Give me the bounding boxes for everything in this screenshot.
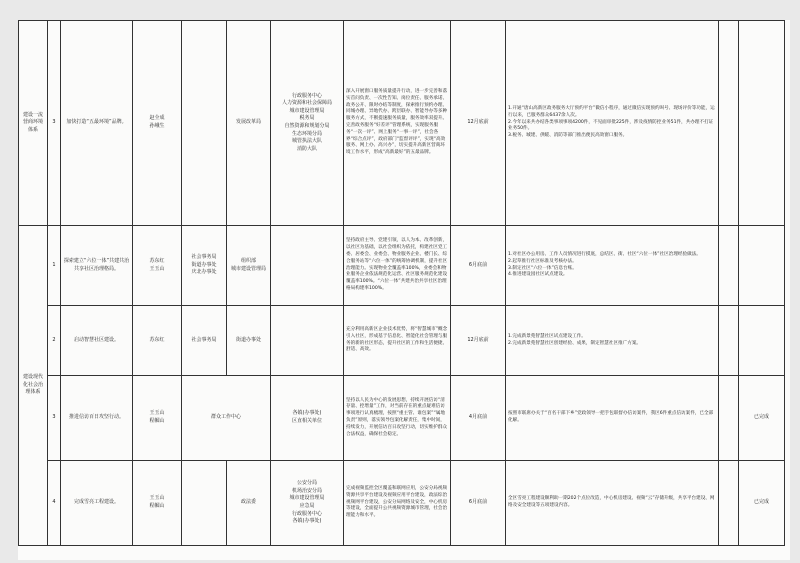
responsible-unit-cell: 街道办事处 bbox=[227, 306, 271, 376]
table-row bbox=[19, 461, 785, 546]
partner-units-cell bbox=[271, 306, 344, 376]
empty-cell bbox=[739, 226, 785, 306]
owner-cell: 社会事务局 bbox=[182, 306, 227, 376]
leader-cell: 苏东红 王玉山 bbox=[133, 226, 182, 306]
empty-cell bbox=[719, 376, 739, 461]
responsible-unit-cell: 政法委 bbox=[227, 461, 271, 546]
category-cell: 建设现代化社会治理体系 bbox=[19, 226, 48, 546]
measures-cell: 完成视频监控全区覆盖和联网应用，公安分局视频资源共享平台建设及视频应用平台建设，政法综治视频网平台建设，公安分局网络及安全，中心机房等建设，全面提升公共视频资源城市管理，社会治理能力和水平。 bbox=[344, 461, 451, 546]
category-cell: 建设一流营商环境体系 bbox=[19, 21, 48, 226]
number-cell: 3 bbox=[48, 21, 61, 226]
number-cell: 2 bbox=[48, 306, 61, 376]
deadline-cell: 6月底前 bbox=[451, 226, 506, 306]
owner-cell: 社会事务局 街道办事处 庆北办事处 bbox=[182, 226, 227, 306]
status-cell bbox=[719, 306, 739, 376]
empty-cell bbox=[719, 461, 739, 546]
task-cell: 探索建立“六位一体”共建共治共享社区治理格局。 bbox=[61, 226, 133, 306]
leader-cell: 王玉山 程帼山 bbox=[133, 376, 182, 461]
owner-cell bbox=[182, 21, 227, 226]
status-cell bbox=[719, 21, 739, 226]
deadline-cell: 12月底前 bbox=[451, 306, 506, 376]
status-cell: 已完成 bbox=[739, 461, 785, 546]
partner-units-cell bbox=[271, 226, 344, 306]
progress-cell: 1.开通“唐山高新区政务服务大厅预约平台”微信小程序，通过微信实现预约叫号、现场评价等功能，运行以来，已服务群众6437余人次。 2.今年以来共办结各类事项事项4200件，不见面审批225件，涉及疫情防控业务51件，共办理不打证业务50件。 3.税务、城建、供暖、消防等部门推出便民高效窗口服务。 bbox=[506, 21, 719, 226]
deadline-cell: 6月底前 bbox=[451, 461, 506, 546]
number-cell: 3 bbox=[48, 376, 61, 461]
table-row bbox=[19, 306, 785, 376]
measures-cell: 坚持以人民为中心的发展思想，持续开展信访“清存量、控增量”工作，对当前存在的重点疑难信访事项进行认真梳理，按照“重主管、谁包案”“属地负责”原则，落实领导包案化解责任，集中时间，持续发力，开展信访百日攻坚行动，切实维护群众合法权益，确保社会稳定。 bbox=[344, 376, 451, 461]
work-plan-table bbox=[18, 20, 785, 546]
owner-cell bbox=[182, 461, 227, 546]
number-cell: 1 bbox=[48, 226, 61, 306]
partner-units-cell: 各镇(办事处) 区直相关单位 bbox=[271, 376, 344, 461]
measures-cell: 坚持政府主导、党建引领，以人为本、改革创新，以社区为基础，以社会组织为依托，构建社区党工委、居委会、业委会、物业服务企业、楼门长、综合服务站等“六位一体”的统筹协调机制，提升社区治理能力。实现物业全覆盖率100%，业委会和物业服务企业依法规范化运营、社区服务规范化建设覆盖率100%。“六位一体”共建共治共享社区治理格局构建率100%。 bbox=[344, 226, 451, 306]
progress-cell: 按照市联席办关于“百名干部下乡”党政领导一把手包联督办信访案件，我区6件重点信访案件，已全部化解。 bbox=[506, 376, 719, 461]
deadline-cell: 12月底前 bbox=[451, 21, 506, 226]
status-cell: 已完成 bbox=[739, 376, 785, 461]
leader-cell: 赵全成 孙峨生 bbox=[133, 21, 182, 226]
progress-cell: 1.对社区办公用房、工作人员情况进行摸底，总结区、街、社区“六位一体”社区治理经验做法。 2.起草推行社区标准及考核办法。 3.制定社区“六位一体”信息台账。 4.推进建设园社区试点建设。 bbox=[506, 226, 719, 306]
leader-cell: 王玉山 程帼山 bbox=[133, 461, 182, 546]
progress-cell: 全区雪亮工程建设顺利助一期202个点位改造，中心机房建设、视频“云”存储升级，共享平台建设、网络及安全建设等五项建设内容。 bbox=[506, 461, 719, 546]
empty-cell bbox=[739, 306, 785, 376]
task-cell: 完成雪亮工程建设。 bbox=[61, 461, 133, 546]
leader-cell: 苏东红 bbox=[133, 306, 182, 376]
number-cell: 4 bbox=[48, 461, 61, 546]
partner-units-cell: 行政服务中心 人力资源和社会保障局 城市建设管理局 税务局 自然资源和规划分局 生态环境分局 城管执法大队 消防大队 bbox=[271, 21, 344, 226]
table-row bbox=[19, 226, 785, 306]
progress-cell: 1.完成新景苑智慧社区试点建设工作。 2.完成新景苑智慧社区创建经验、成果，制定智慧社区推广方案。 bbox=[506, 306, 719, 376]
table-row bbox=[19, 376, 785, 461]
partner-units-cell: 公安分局 机场治安分局 城市建设管理局 应急局 行政服务中心 各镇(办事处) bbox=[271, 461, 344, 546]
task-cell: 启动智慧社区建设。 bbox=[61, 306, 133, 376]
status-cell bbox=[719, 226, 739, 306]
responsible-unit-cell: 发展改革局 bbox=[227, 21, 271, 226]
empty-cell bbox=[739, 21, 785, 226]
measures-cell: 深入开展窗口服务质量提升行动，进一步完善和落实首问负责、一次性告知、岗位责任、服务承诺、政务公开、限时办结等制度，探索推行预约办理、同城办理、异地代办、跨层联办、智能导办等多种服务方式，不断提速服务质量，服务效率双提升。完善政务服务“好差评”管理系统，实现服务服务“一次一评”、网上服务“一事一评”，社会各界“综合点评”，政府部门“监督评评”，实现“高效服务、网上办、高兴办”，切实提升高新区营商环境工作水平，形成“高新最好”的五最品牌。 bbox=[344, 21, 451, 226]
measures-cell: 充分利用高新区企业技术优势，将“智慧城市”概念引入社区，形成基于信息化、智能化社会管理与服务的新的社区形态，提升社区的工作和生活便捷、舒适、高效。 bbox=[344, 306, 451, 376]
table-row bbox=[19, 21, 785, 226]
deadline-cell: 4月底前 bbox=[451, 376, 506, 461]
owner-cell: 群众工作中心 bbox=[182, 376, 271, 461]
task-cell: 推进信访百日攻坚行动。 bbox=[61, 376, 133, 461]
task-cell: 加快打造“五最环境”品牌。 bbox=[61, 21, 133, 226]
responsible-unit-cell: 组织部 城市建设管理局 bbox=[227, 226, 271, 306]
